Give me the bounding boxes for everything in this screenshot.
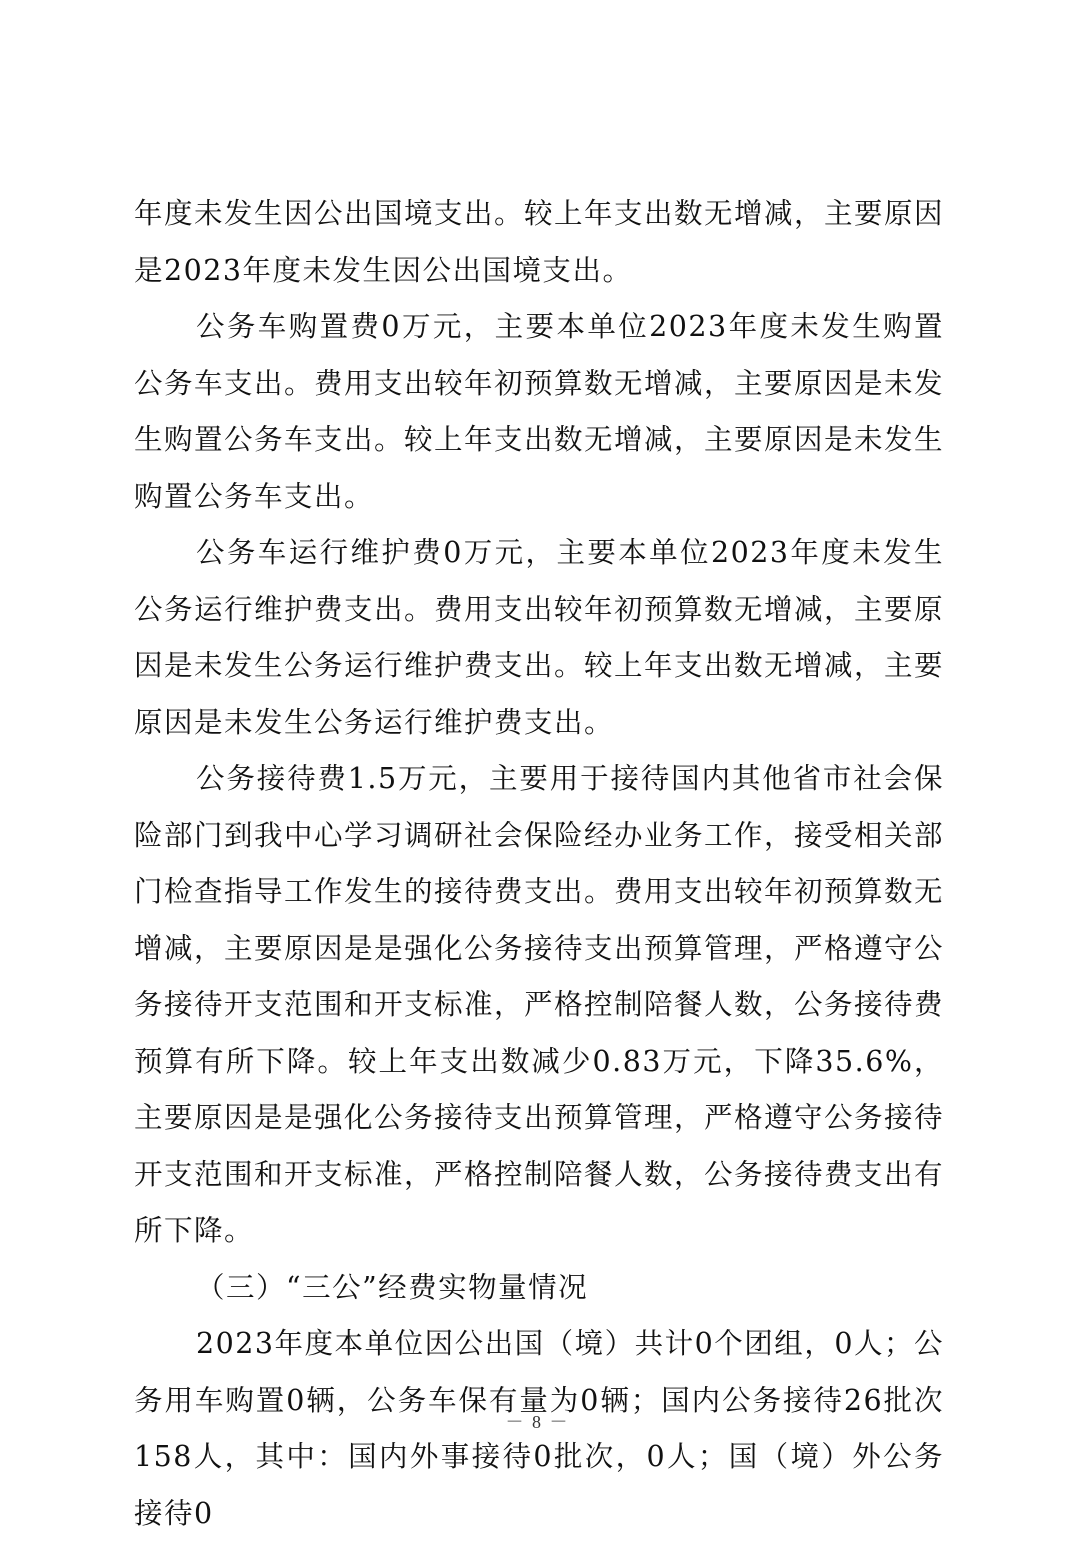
section-heading-physical-quantity: （三）“三公”经费实物量情况 xyxy=(196,1270,589,1304)
paragraph-vehicle-maintenance: 公务车运行维护费0万元，主要本单位2023年度未发生公务运行维护费支出。费用支出较年初预算数无增减，主要原因是未发生公务运行维护费支出。较上年支出数无增减，主要原因是未发生公务运行维护费支出。 xyxy=(134,536,945,739)
paragraph-physical-quantity: 2023年度本单位因公出国（境）共计0个团组，0人；公务用车购置0辆，公务车保有量为0辆；国内公务接待26批次158人，其中：国内外事接待0批次，0人；国（境）外公务接待0 xyxy=(134,1327,944,1530)
document-body xyxy=(134,186,944,1542)
paragraph-overseas-travel-continuation: 年度未发生因公出国境支出。较上年支出数无增减，主要原因是2023年度未发生因公出国境支出。 xyxy=(134,197,945,287)
paragraph-official-reception: 公务接待费1.5万元，主要用于接待国内其他省市社会保险部门到我中心学习调研社会保险经办业务工作，接受相关部门检查指导工作发生的接待费支出。费用支出较年初预算数无增减，主要原因是是强化公务接待支出预算管理，严格遵守公务接待开支范围和开支标准，严格控制陪餐人数，公务接待费预算有所下降。较上年支出数减少0.83万元，下降35.6%，主要原因是是强化公务接待支出预算管理，严格遵守公务接待开支范围和开支标准，严格控制陪餐人数，公务接待费支出有所下降。 xyxy=(134,762,945,1247)
page-number: － 8 － xyxy=(505,1412,570,1432)
paragraph-vehicle-purchase: 公务车购置费0万元，主要本单位2023年度未发生购置公务车支出。费用支出较年初预算数无增减，主要原因是未发生购置公务车支出。较上年支出数无增减，主要原因是未发生购置公务车支出。 xyxy=(134,310,945,513)
